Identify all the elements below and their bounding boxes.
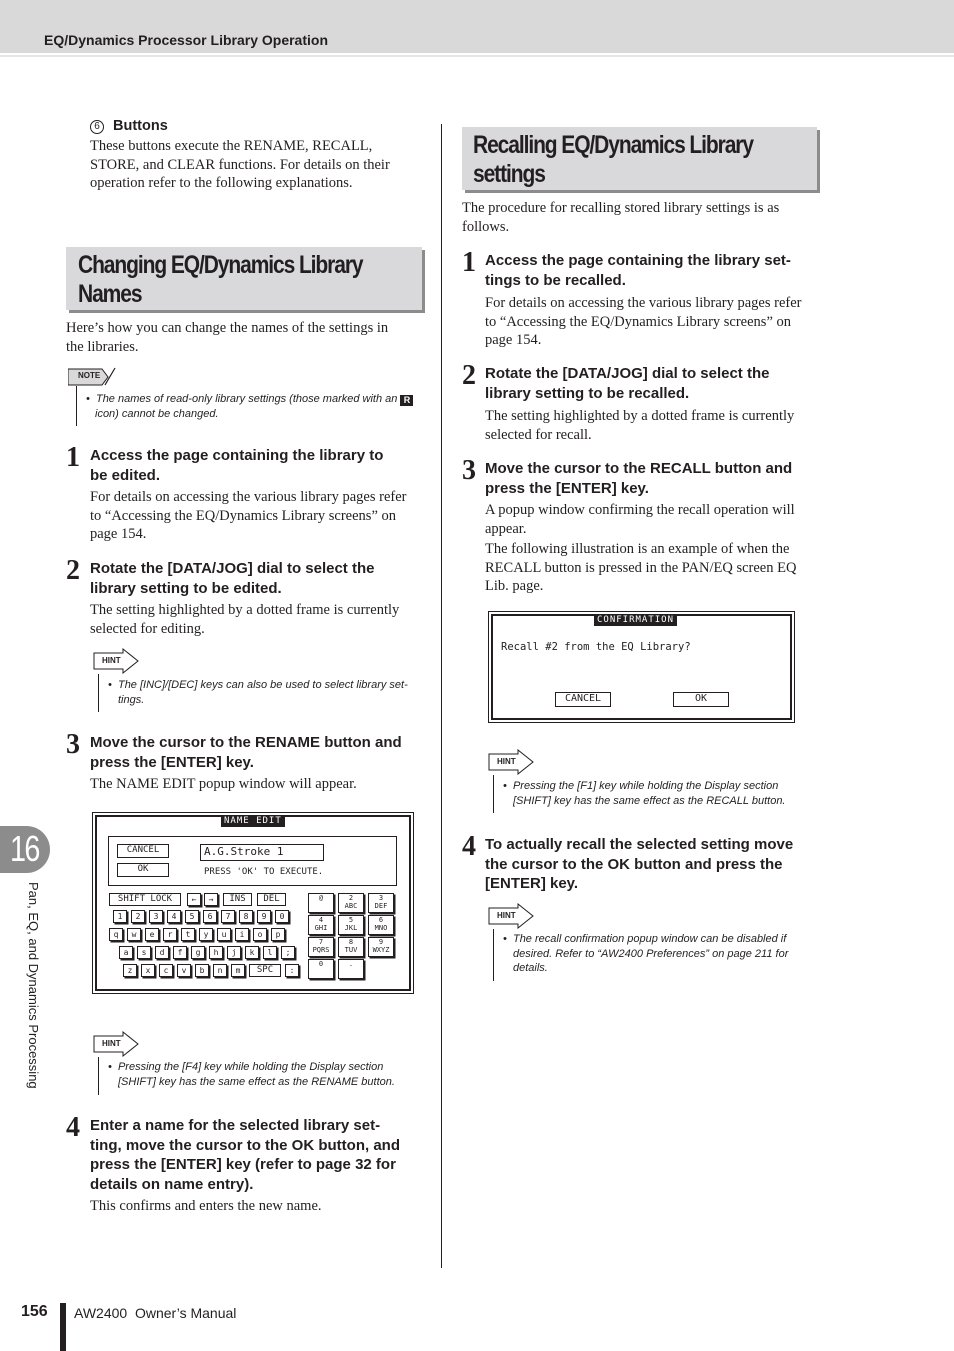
keypad-key[interactable]: 6 MNO [368,915,394,935]
text-line: the libraries. [66,338,139,355]
keypad-key[interactable]: 3 DEF [368,893,394,913]
section-heading-changing-names [66,247,422,310]
execute-prompt: PRESS 'OK' TO EXECUTE. [204,867,324,877]
letter-key[interactable]: t [181,928,195,941]
footer-bar [60,1303,66,1351]
buttons-description [90,137,430,193]
section-title-line: Changing EQ/Dynamics Library [78,251,363,279]
text-line: the cursor to the OK button and press the [485,855,783,873]
letter-key[interactable]: y [199,928,213,941]
keypad-key[interactable]: @ [308,893,334,913]
step-number: 3 [66,729,80,760]
letter-key[interactable]: r [163,928,177,941]
buttons-circle-number: 6 [90,120,104,134]
keypad-key[interactable]: 0 [308,959,334,979]
page-number: 156 [21,1303,48,1320]
insert-button[interactable]: INS [223,893,252,906]
step-body [90,775,430,794]
section-title-line: Names [78,280,142,308]
digit-key[interactable]: 3 [149,910,163,923]
step-number: 2 [66,555,80,586]
cursor-left-button[interactable]: ← [187,893,201,906]
recalling-intro [462,199,822,236]
letter-key[interactable]: z [123,964,137,977]
text-line: library setting to be recalled. [485,384,690,402]
text-line: details. [513,962,548,975]
letter-key[interactable]: h [209,946,223,959]
text-line: Pressing the [F4] key while holding the Display section [117,1061,384,1073]
letter-key[interactable]: o [253,928,267,941]
letter-key[interactable]: c [159,964,173,977]
text-line: For details on accessing the various library pages refer [485,295,802,311]
manual-title: AW2400 Owner’s Manual [74,1305,237,1321]
letter-key[interactable]: d [155,946,169,959]
text-line: [SHIFT] key has the same effect as the RENAME button. [118,1075,395,1088]
hint-text: • The recall confirmation popup window can be disabled if desired. Refer to “AW2400 Preferences” on page 211 for details. [503,932,823,976]
letter-key[interactable]: b [195,964,209,977]
digit-key[interactable]: 6 [203,910,217,923]
section-title-line: Recalling EQ/Dynamics Library [473,131,753,159]
text-line: The setting highlighted by a dotted frame is currently [485,408,795,424]
confirmation-title: CONFIRMATION [594,614,677,626]
text-line: library setting to be edited. [90,579,282,597]
keypad-key[interactable]: . [338,959,364,979]
letter-key[interactable]: j [227,946,241,959]
text-line: press the [ENTER] key (refer to page 32 for [90,1156,396,1173]
name-field[interactable]: A.G.Stroke 1 [200,844,324,861]
step-title [90,733,430,772]
hint-text: • The [INC]/[DEC] keys can also be used to select library set- tings. [108,678,428,707]
name-edit-title: NAME EDIT [221,815,285,827]
hint-rule [493,929,494,981]
letter-key[interactable]: k [245,946,259,959]
text-line: To actually recall the selected setting move [485,836,794,853]
delete-button[interactable]: DEL [257,893,286,906]
digit-key[interactable]: 9 [257,910,271,923]
step-number: 3 [462,455,476,486]
step-body [485,294,825,350]
hint-label: HINT [497,757,516,766]
digit-key[interactable]: 1 [113,910,127,923]
step-title [90,446,430,485]
text-line: [ENTER] key. [485,875,579,892]
text-line: STORE, and CLEAR functions. For details on their [90,156,390,173]
keypad-key[interactable]: 2 ABC [338,893,364,913]
text-line: Rotate the [DATA/JOG] dial to select the [485,365,770,382]
text-line: Here’s how you can change the names of the settings in [66,320,389,336]
note-label: NOTE [78,371,101,380]
hint-rule [98,1057,99,1095]
note-rule [76,386,77,426]
text-line: be edited. [90,466,161,484]
letter-key[interactable]: p [271,928,285,941]
cursor-right-button[interactable]: → [204,893,218,906]
colon-key[interactable]: : [285,964,299,977]
shift-lock-button[interactable]: SHIFT LOCK [109,893,181,906]
letter-key[interactable]: u [217,928,231,941]
text-line: operation refer to the following explanations. [90,175,353,192]
digit-key[interactable]: 0 [275,910,289,923]
text-line: The recall confirmation popup window can be disabled if [512,933,787,945]
confirm-ok-button[interactable]: OK [673,692,729,707]
text-line: appear. [485,520,527,537]
text-line: The following illustration is an example of when the [485,541,790,558]
text-line: Enter a name for the selected library set- [90,1117,381,1134]
hint-text: • Pressing the [F4] key while holding the Display section [SHIFT] key has the same effect as the RENAME button. [108,1060,428,1089]
hint-rule [493,775,494,813]
letter-key[interactable]: x [141,964,155,977]
hint-label: HINT [102,656,121,665]
space-button[interactable]: SPC [249,964,281,977]
chapter-number: 16 [10,828,39,869]
text-line: The NAME EDIT popup window will appear. [90,776,357,792]
text-line: Pressing the [F1] key while holding the Display section [512,780,779,792]
text-line: page 154. [485,332,542,349]
ok-button[interactable]: OK [117,863,169,877]
digit-key[interactable]: 5 [185,910,199,923]
text-line: press the [ENTER] key. [90,753,254,771]
hint-tag [93,1031,141,1057]
text-line: Lib. page. [485,578,544,595]
hint-label: HINT [497,911,516,920]
text-line: The procedure for recalling stored library settings is as [462,200,780,216]
letter-key[interactable]: a [119,946,133,959]
text-line: A popup window confirming the recall operation will [485,502,795,518]
text-line: to “Accessing the EQ/Dynamics Library screens” on [90,507,397,524]
text-line: ting, move the cursor to the OK button, and [90,1136,400,1154]
hint-tag [93,648,141,674]
step-number: 1 [66,442,80,473]
text-line: Rotate the [DATA/JOG] dial to select the [90,560,375,577]
text-line: press the [ENTER] key. [485,479,649,497]
text-line: tings. [118,693,145,706]
keypad-key[interactable]: 5 JKL [338,915,364,935]
text-line: details on name entry). [90,1175,254,1193]
keypad-key[interactable]: 8 TUV [338,937,364,957]
text-line: Access the page containing the library set- [485,252,791,269]
letter-key[interactable]: l [263,946,277,959]
digit-key[interactable]: 8 [239,910,253,923]
letter-key[interactable]: n [213,964,227,977]
step-body [485,407,825,444]
text-line: to “Accessing the EQ/Dynamics Library screens” on [485,313,792,330]
letter-key[interactable]: m [231,964,245,977]
text-line: Move the cursor to the RENAME button and [90,734,402,751]
letter-key[interactable]: v [177,964,191,977]
step-title [485,835,825,894]
name-edit-popup [95,815,411,991]
letter-key[interactable]: q [109,928,123,941]
text-line: Move the cursor to the RECALL button and [485,460,793,477]
section-title-line: settings [473,160,545,188]
digit-key[interactable]: 7 [221,910,235,923]
section-heading-recalling [462,127,817,190]
header-rule [0,53,954,57]
letter-key[interactable]: e [145,928,159,941]
step-number: 4 [66,1112,80,1143]
text-line: This confirms and enters the new name. [90,1198,322,1214]
text-line: For details on accessing the various library pages refer [90,489,407,505]
cancel-button[interactable]: CANCEL [117,844,169,858]
digit-key[interactable]: 4 [167,910,181,923]
confirmation-message: Recall #2 from the EQ Library? [501,641,691,653]
text-line: The [INC]/[DEC] keys can also be used to select library set- [117,679,408,691]
text-line: follows. [462,218,510,235]
header-title: EQ/Dynamics Processor Library Operation [44,32,328,48]
text-line: desired. Refer to “AW2400 Preferences” on page 211 for [513,947,789,960]
hint-text: • Pressing the [F1] key while holding the Display section [SHIFT] key has the same effect as the RECALL button. [503,779,823,808]
step-title [485,459,825,498]
text-line: icon) cannot be changed. [95,407,219,420]
letter-key[interactable]: f [173,946,187,959]
note-text: • The names of read-only library settings (those marked with an R icon) cannot be changed. [86,392,426,421]
step-title [485,251,825,290]
hint-tag [488,749,536,775]
text-line: tings to be recalled. [485,271,626,289]
text-line: Access the page containing the library to [90,447,384,464]
letter-key[interactable]: w [127,928,141,941]
letter-key[interactable]: s [137,946,151,959]
keypad-key[interactable]: 7 PQRS [308,937,334,957]
read-only-r-icon: R [400,395,413,406]
hint-rule [98,674,99,712]
text-line: RECALL button is pressed in the PAN/EQ screen EQ [485,559,797,576]
letter-key[interactable]: g [191,946,205,959]
step-title [90,1116,430,1194]
text-line: [SHIFT] key has the same effect as the RECALL button. [513,794,786,807]
step-body [90,488,430,544]
digit-key[interactable]: 2 [131,910,145,923]
step-number: 2 [462,360,476,391]
text-line: The setting highlighted by a dotted frame is currently [90,602,400,618]
step-number: 4 [462,831,476,862]
column-divider [441,124,442,1268]
hint-tag [488,903,536,929]
chapter-label: Pan, EQ, and Dynamics Processing [26,882,41,1089]
text-line: The names of read-only library settings (those marked with an [95,393,398,405]
text-line: These buttons execute the RENAME, RECALL, [90,138,373,154]
step-body [485,501,825,596]
step-title [485,364,825,403]
letter-key[interactable]: ; [281,946,295,959]
buttons-heading: Buttons [113,118,168,134]
keypad-key[interactable]: 9 WXYZ [368,937,394,957]
step-number: 1 [462,247,476,278]
text-line: page 154. [90,526,147,543]
confirmation-popup [491,614,792,720]
keypad-key[interactable]: 4 GHI [308,915,334,935]
step-title [90,559,430,598]
changing-intro [66,319,426,356]
step-body [90,1197,430,1216]
text-line: selected for recall. [485,426,592,443]
step-body [90,601,430,638]
confirm-cancel-button[interactable]: CANCEL [555,692,611,707]
text-line: selected for editing. [90,620,205,637]
hint-label: HINT [102,1039,121,1048]
note-tag [68,367,112,385]
letter-key[interactable]: i [235,928,249,941]
